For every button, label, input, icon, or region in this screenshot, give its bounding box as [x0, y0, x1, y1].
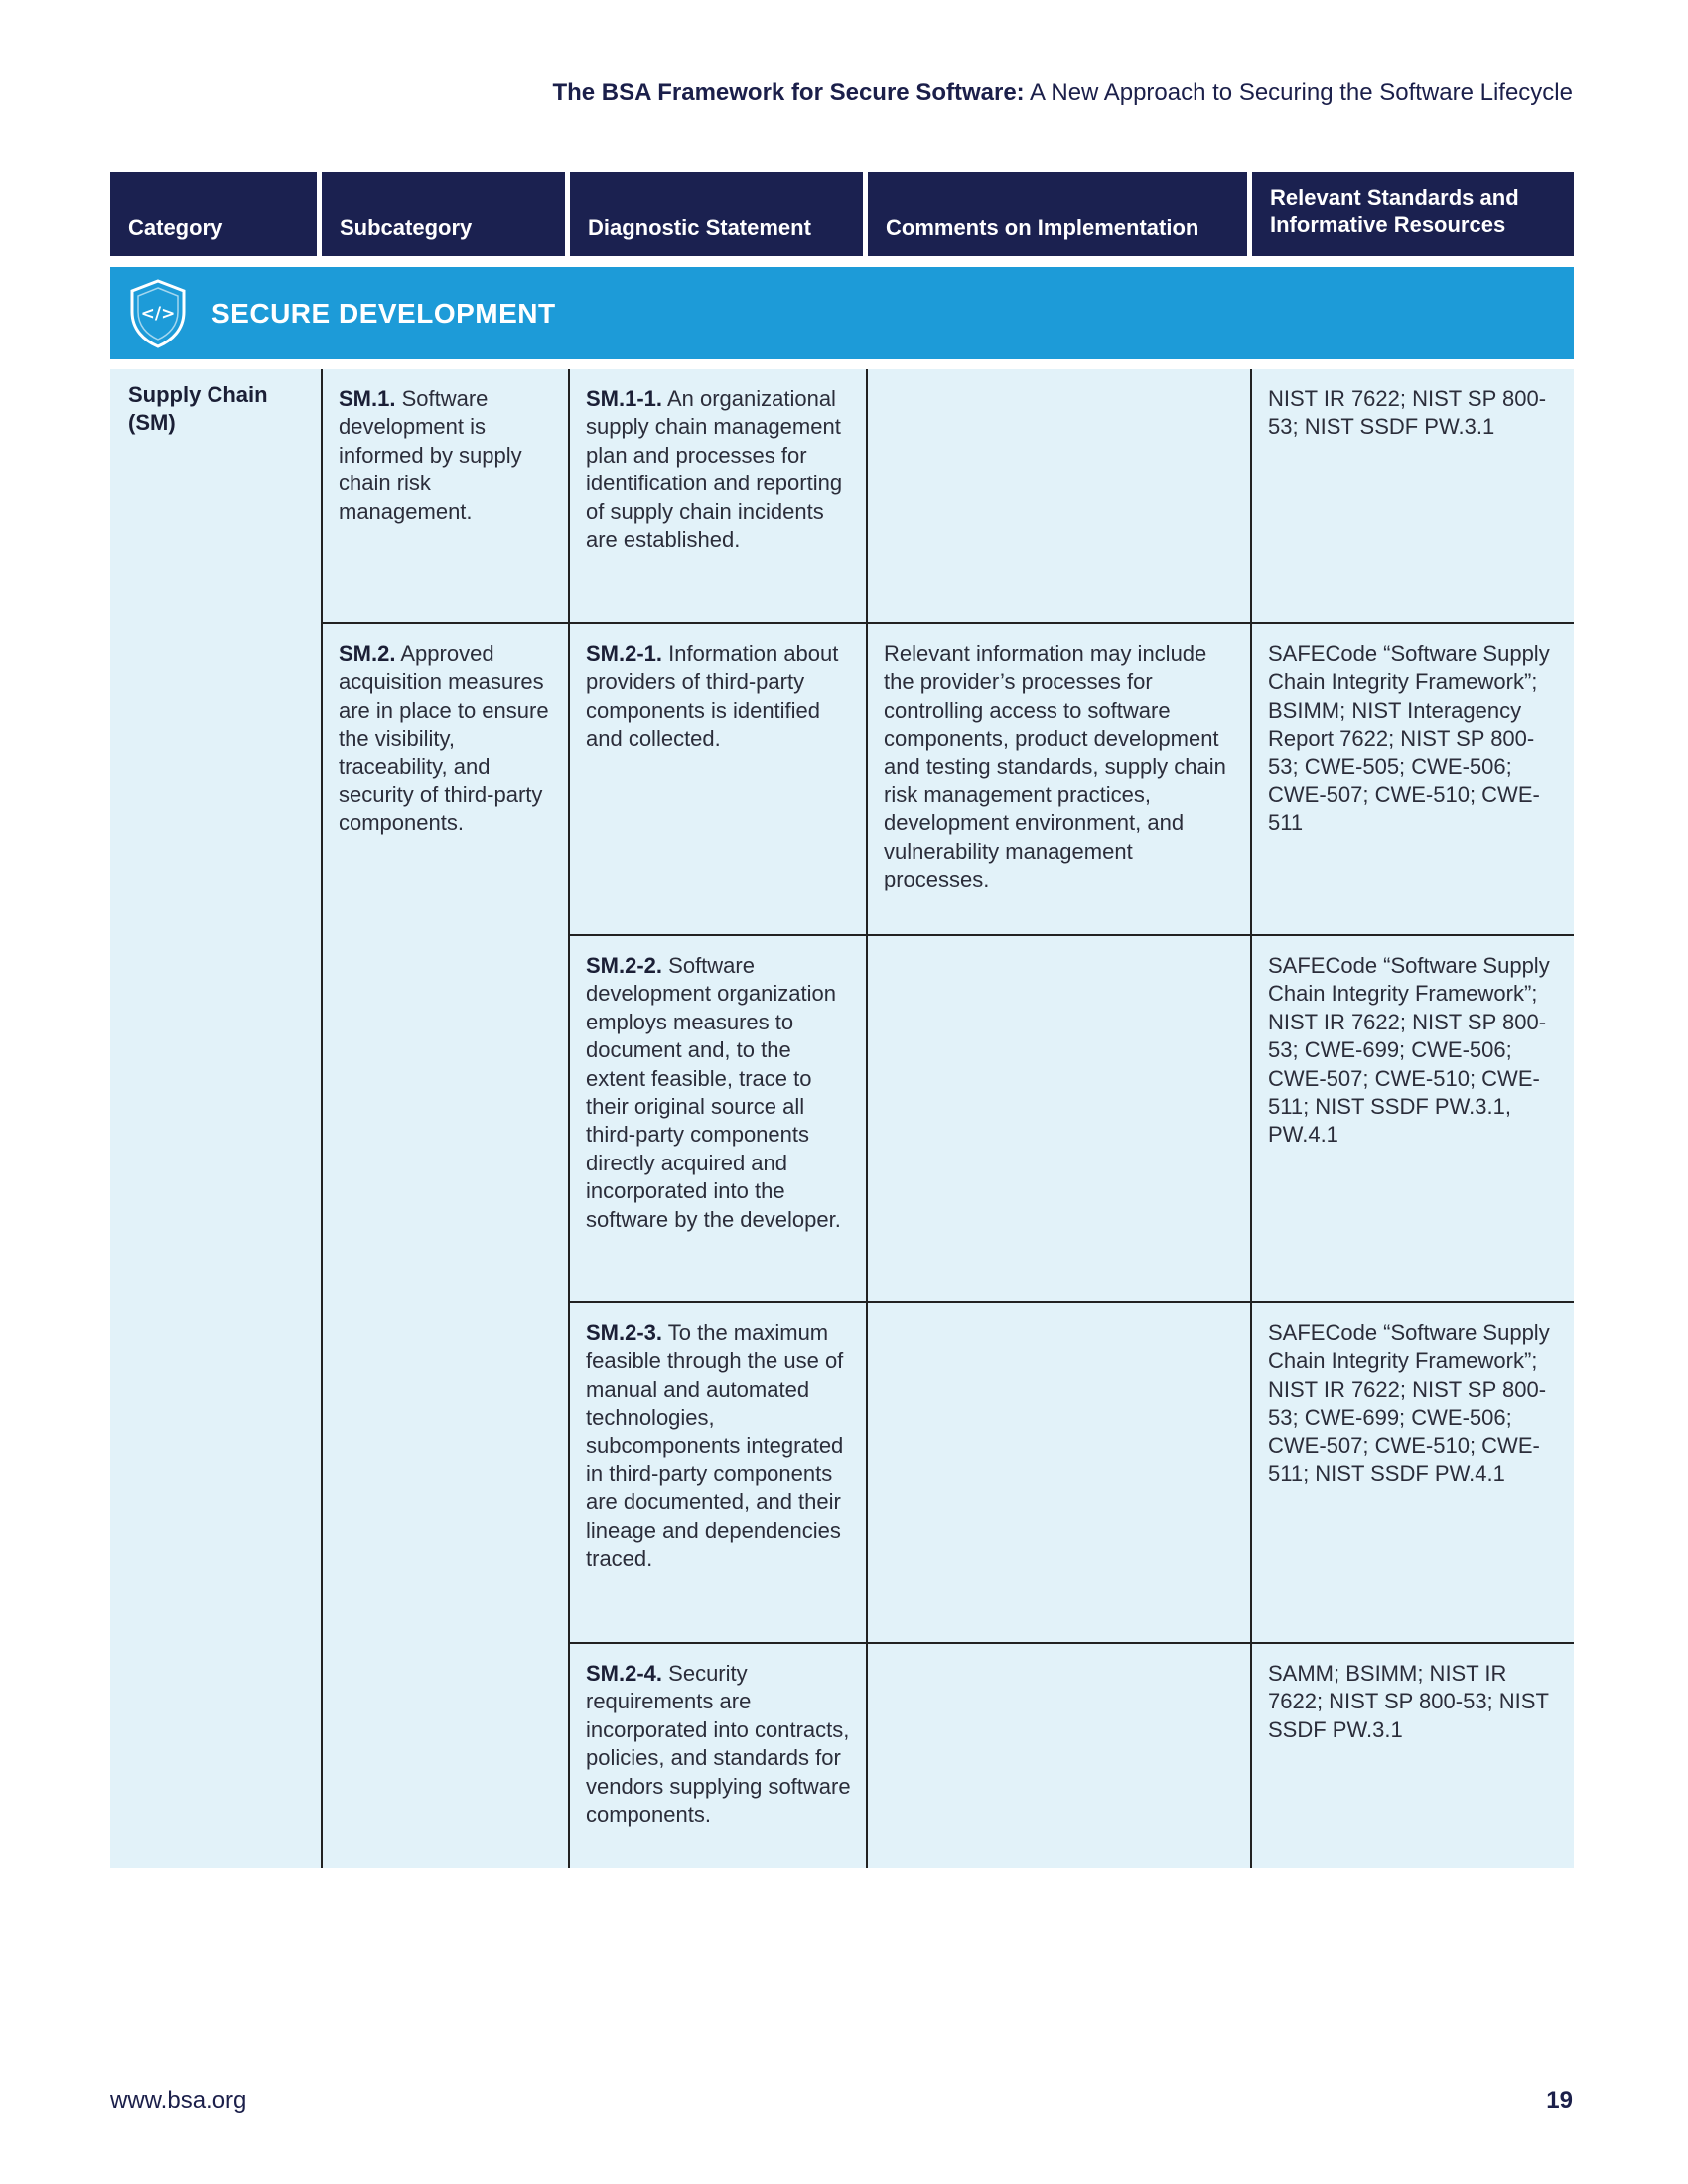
page-number: 19 [1546, 2087, 1573, 2114]
statement-code: SM.2-2. [586, 953, 663, 978]
row-rule [568, 1301, 1574, 1303]
column-rule [321, 369, 323, 1868]
subcategory-text: Software development is informed by supply chain risk management. [339, 386, 522, 524]
subcategory-sm2 [339, 640, 562, 838]
header-standards-line1: Relevant Standards and [1270, 185, 1519, 209]
statement-text: Security requirements are incorporated into contracts, policies, and standards for vendors supplying software components. [586, 1661, 851, 1828]
statement-text: Software development organization employs measures to document and, to the extent feasible, trace to their original source all third-party components directly acquired and incorporated into the software by the developer. [586, 953, 841, 1232]
comments-text: Relevant information may include the provider’s processes for controlling access to software components, product development and testing standards, supply chain risk management practices, development environment, and vulnerability management processes. [884, 641, 1226, 892]
category-label: Supply Chain (SM) [128, 382, 268, 436]
statement-code: SM.2-4. [586, 1661, 663, 1686]
row-rule [321, 622, 1574, 624]
running-head-subtitle: A New Approach to Securing the Software Lifecycle [1024, 79, 1573, 106]
header-diagnostic-statement: Diagnostic Statement [570, 172, 863, 256]
subcategory-code: SM.2. [339, 641, 396, 666]
subcategory-sm1 [339, 385, 562, 526]
row-rule [568, 1642, 1574, 1644]
statement-code: SM.2-1. [586, 641, 663, 666]
subcategory-text: Approved acquisition measures are in place to ensure the visibility, traceability, and security of third-party components. [339, 641, 549, 836]
subcategory-code: SM.1. [339, 386, 396, 411]
diagnostic-statement [586, 952, 854, 1234]
code-shield-icon [126, 278, 190, 349]
diagnostic-statement [586, 1319, 854, 1573]
standards-text: SAFECode “Software Supply Chain Integrity Framework”; NIST IR 7622; NIST SP 800-53; CWE-699; CWE-506; CWE-507; CWE-510; CWE-511; NIST SSDF PW.4.1 [1268, 1320, 1550, 1487]
statement-text: Information about providers of third-party components is identified and collected. [586, 641, 839, 751]
table-header-row [110, 172, 1574, 256]
standards-text: SAMM; BSIMM; NIST IR 7622; NIST SP 800-53; NIST SSDF PW.3.1 [1268, 1661, 1549, 1742]
running-head-title: The BSA Framework for Secure Software: [552, 79, 1025, 106]
table-body [110, 369, 1574, 1868]
statement-text: An organizational supply chain management plan and processes for identification and reporting of supply chain incidents are established. [586, 386, 843, 553]
header-comments: Comments on Implementation [868, 172, 1247, 256]
diagnostic-statement [586, 640, 854, 753]
standards-text: SAFECode “Software Supply Chain Integrity Framework”; NIST IR 7622; NIST SP 800-53; CWE-699; CWE-506; CWE-507; CWE-510; CWE-511; NIST SSDF PW.3.1, PW.4.1 [1268, 953, 1550, 1148]
header-category: Category [110, 172, 317, 256]
diagnostic-statement [586, 385, 854, 554]
row-rule [568, 934, 1574, 936]
statement-code: SM.2-3. [586, 1320, 663, 1345]
statement-code: SM.1-1. [586, 386, 663, 411]
header-standards [1252, 172, 1574, 256]
statement-text: To the maximum feasible through the use of manual and automated technologies, subcomponents integrated in third-party components are documented, and their lineage and dependencies traced. [586, 1320, 844, 1571]
standards-text: NIST IR 7622; NIST SP 800-53; NIST SSDF PW.3.1 [1268, 386, 1547, 440]
section-title: SECURE DEVELOPMENT [211, 297, 556, 329]
svg-text:</>: </> [140, 303, 176, 324]
section-banner [110, 267, 1574, 359]
framework-table [110, 172, 1574, 1828]
standards-text: SAFECode “Software Supply Chain Integrity Framework”; BSIMM; NIST Interagency Report 7622; NIST SP 800-53; CWE-505; CWE-506; CWE-507; CWE-510; CWE-511 [1268, 641, 1550, 836]
footer-url[interactable]: www.bsa.org [110, 2087, 247, 2114]
running-head [552, 79, 1573, 107]
diagnostic-statement [586, 1660, 854, 1829]
header-subcategory: Subcategory [322, 172, 565, 256]
header-standards-line2: Informative Resources [1270, 212, 1506, 237]
